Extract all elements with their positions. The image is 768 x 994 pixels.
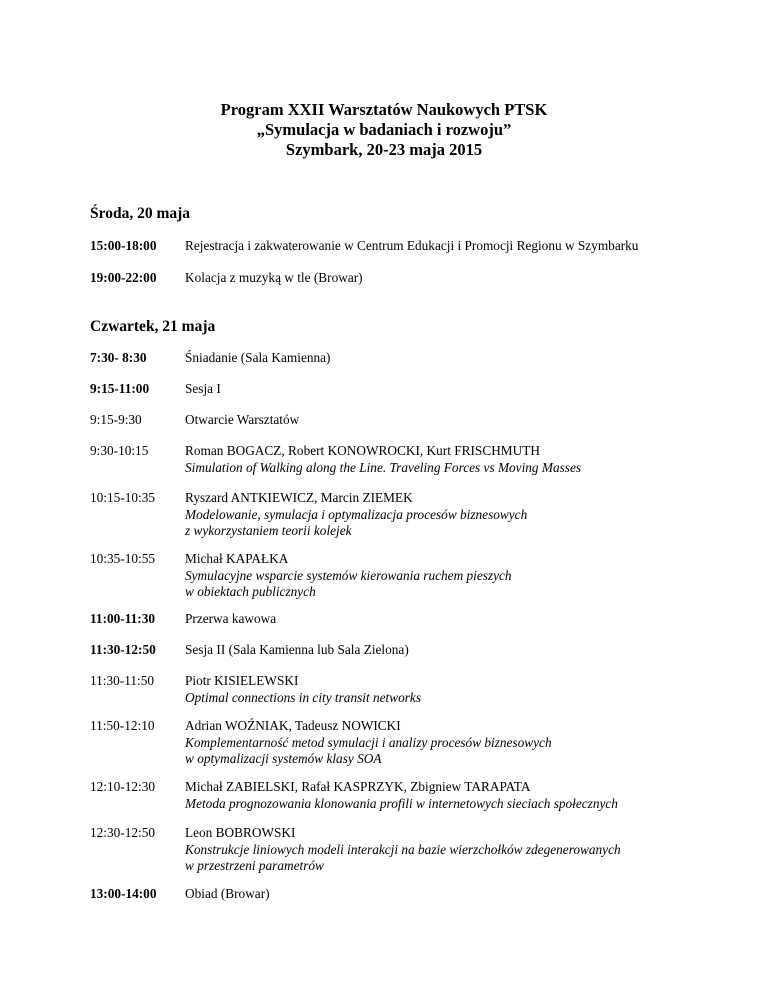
row-time: 11:50-12:10 (90, 718, 155, 733)
row-text: Śniadanie (Sala Kamienna) (185, 350, 331, 365)
row-text: Kolacja z muzyką w tle (Browar) (185, 270, 363, 285)
row-talk-title: Konstrukcje liniowych modeli interakcji na bazie wierzchołków zdegenerowanych (185, 841, 621, 857)
day-heading-wednesday: Środa, 20 maja (90, 205, 191, 222)
row-authors: Adrian WOŹNIAK, Tadeusz NOWICKI (185, 718, 401, 733)
row-text: Przerwa kawowa (185, 611, 277, 626)
header-line-3: Szymbark, 20-23 maja 2015 (285, 140, 483, 159)
row-time: 12:30-12:50 (90, 825, 156, 840)
header-line-2: „Symulacja w badaniach i rozwoju” (256, 120, 512, 139)
row-text: Sesja II (Sala Kamienna lub Sala Zielona) (185, 642, 409, 657)
row-authors: Michał ZABIELSKI, Rafał KASPRZYK, Zbigniew TARAPATA (185, 779, 531, 794)
row-time: 7:30- 8:30 (90, 350, 147, 365)
row-talk-title: Modelowanie, symulacja i optymalizacja procesów biznesowych (185, 506, 528, 522)
row-text: Otwarcie Warsztatów (185, 412, 300, 427)
row-time: 10:35-10:55 (90, 551, 156, 566)
row-time: 9:15-11:00 (90, 381, 150, 396)
row-time: 9:30-10:15 (90, 443, 149, 458)
document-header (0, 100, 768, 160)
row-talk-title: Optimal connections in city transit networks (185, 689, 421, 705)
row-time: 12:10-12:30 (90, 779, 156, 794)
row-talk-title: Symulacyjne wsparcie systemów kierowania ruchem pieszych (185, 567, 512, 583)
row-time: 11:00-11:30 (90, 611, 156, 626)
row-time: 11:30-12:50 (90, 642, 156, 657)
header-line-1: Program XXII Warsztatów Naukowych PTSK (220, 100, 548, 119)
row-talk-title: Metoda prognozowania klonowania profili w internetowych sieciach społecznych (185, 795, 618, 811)
row-time: 10:15-10:35 (90, 490, 156, 505)
row-time: 19:00-22:00 (90, 270, 157, 285)
row-time: 9:15-9:30 (90, 412, 142, 427)
row-talk-title-cont: w obiektach publicznych (185, 584, 316, 599)
row-text: Sesja I (185, 381, 221, 396)
row-time: 11:30-11:50 (90, 673, 155, 688)
row-authors: Piotr KISIELEWSKI (185, 673, 299, 688)
day-heading-thursday: Czwartek, 21 maja (90, 318, 216, 335)
row-authors: Ryszard ANTKIEWICZ, Marcin ZIEMEK (185, 490, 413, 505)
row-talk-title-cont: w optymalizacji systemów klasy SOA (185, 751, 382, 766)
row-text: Rejestracja i zakwaterowanie w Centrum Edukacji i Promocji Regionu w Szymbarku (185, 238, 639, 253)
row-talk-title-cont: z wykorzystaniem teorii kolejek (185, 523, 352, 538)
row-time: 13:00-14:00 (90, 886, 157, 901)
row-authors: Michał KAPAŁKA (185, 551, 289, 566)
row-authors: Leon BOBROWSKI (185, 825, 296, 840)
row-talk-title: Komplementarność metod symulacji i analizy procesów biznesowych (185, 734, 552, 750)
row-talk-title: Simulation of Walking along the Line. Traveling Forces vs Moving Masses (185, 459, 582, 475)
row-text: Obiad (Browar) (185, 886, 270, 901)
row-authors: Roman BOGACZ, Robert KONOWROCKI, Kurt FRISCHMUTH (185, 443, 540, 458)
row-time: 15:00-18:00 (90, 238, 157, 253)
row-talk-title-cont: w przestrzeni parametrów (185, 858, 324, 873)
